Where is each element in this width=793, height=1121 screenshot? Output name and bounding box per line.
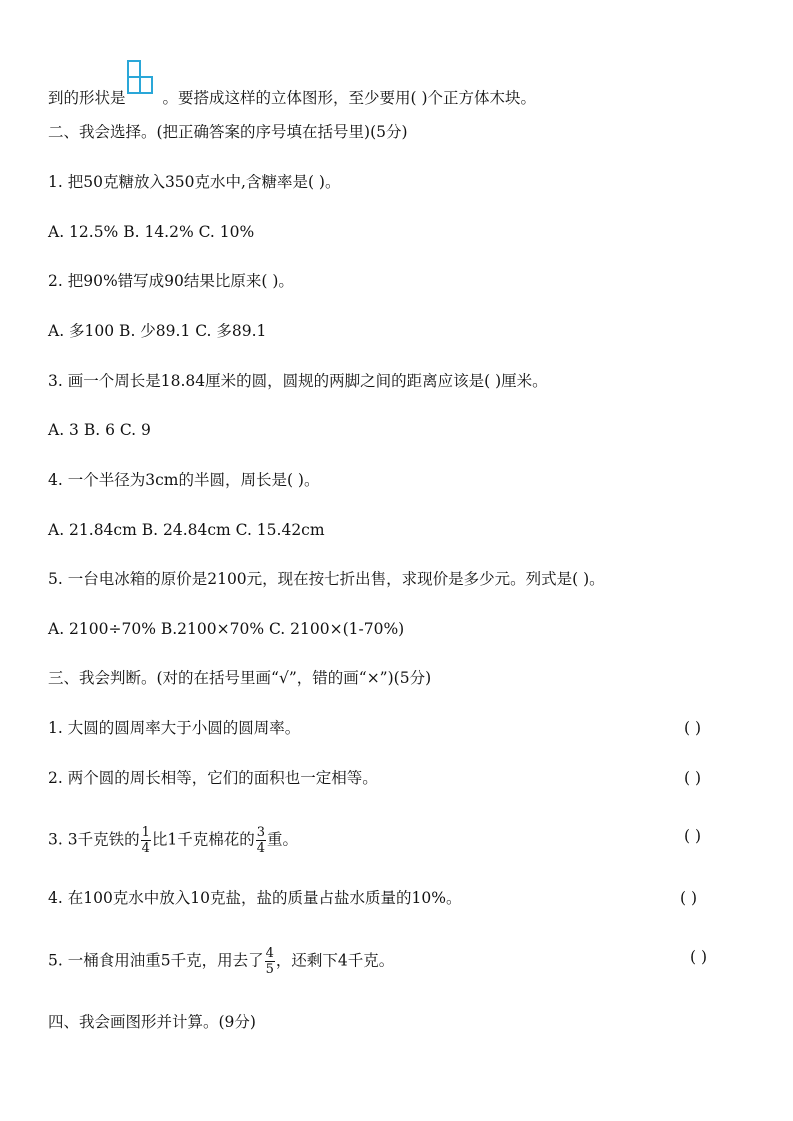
s3-q2-answer-paren[interactable]: ( ) <box>684 769 702 787</box>
fraction-one-quarter <box>141 826 151 855</box>
fraction-denominator: 4 <box>256 841 266 856</box>
s3-q3-text <box>48 826 298 855</box>
s3-q1-text: 1. 大圆的圆周率大于小圆的圆周率。 <box>48 719 301 737</box>
s2-q1-options: A. 12.5% B. 14.2% C. 10% <box>48 223 255 241</box>
s3-q3-part-a: 3. 3千克铁的 <box>48 830 140 849</box>
s3-q3-part-b: 比1千克棉花的 <box>151 830 255 849</box>
s3-q5-part-a: 5. 一桶食用油重5千克，用去了 <box>48 951 264 970</box>
s2-q4-text: 4. 一个半径为3cm的半圆，周长是( )。 <box>48 471 320 489</box>
s3-q5-part-b: ，还剩下4千克。 <box>275 951 395 970</box>
s2-q1-text: 1. 把50克糖放入350克水中,含糖率是( )。 <box>48 173 341 191</box>
s3-q2-text: 2. 两个圆的周长相等，它们的面积也一定相等。 <box>48 769 378 787</box>
s2-q4-options: A. 21.84cm B. 24.84cm C. 15.42cm <box>48 521 325 539</box>
s3-q5-text <box>48 947 394 976</box>
s3-q4-answer-paren[interactable]: ( ) <box>680 889 698 907</box>
fraction-four-fifths <box>265 947 275 976</box>
s3-q5-answer-paren[interactable]: ( ) <box>690 948 708 966</box>
s3-q3-part-c: 重。 <box>267 830 299 849</box>
fraction-three-quarters <box>256 826 266 855</box>
fraction-numerator: 1 <box>141 825 150 840</box>
fraction-denominator: 5 <box>265 962 274 977</box>
fraction-denominator: 4 <box>141 841 150 856</box>
top-question-part2: 。要搭成这样的立体图形，至少要用( )个正方体木块。 <box>162 89 537 107</box>
s2-q5-text: 5. 一台电冰箱的原价是2100元，现在按七折出售，求现价是多少元。列式是( )。 <box>48 570 605 588</box>
s2-q2-text: 2. 把90%错写成90结果比原来( )。 <box>48 272 294 290</box>
section3-heading: 三、我会判断。(对的在括号里画“√”，错的画“×”)(5分) <box>48 669 432 687</box>
top-question-line <box>48 72 536 108</box>
cube-view-shape-icon <box>127 60 161 94</box>
s3-q4-text: 4. 在100克水中放入10克盐，盐的质量占盐水质量的10%。 <box>48 889 462 907</box>
section4-heading: 四、我会画图形并计算。(9分) <box>48 1013 256 1031</box>
s3-q1-answer-paren[interactable]: ( ) <box>684 719 702 737</box>
fraction-numerator: 3 <box>256 825 266 840</box>
s2-q5-options: A. 2100÷70% B.2100×70% C. 2100×(1-70%) <box>48 620 405 638</box>
s2-q3-text: 3. 画一个周长是18.84厘米的圆，圆规的两脚之间的距离应该是( )厘米。 <box>48 372 548 390</box>
fraction-numerator: 4 <box>265 946 274 961</box>
s2-q2-options: A. 多100 B. 少89.1 C. 多89.1 <box>48 322 267 340</box>
top-question-part1: 到的形状是 <box>48 89 126 107</box>
s2-q3-options: A. 3 B. 6 C. 9 <box>48 421 151 439</box>
section2-heading: 二、我会选择。(把正确答案的序号填在括号里)(5分) <box>48 123 408 141</box>
s3-q3-answer-paren[interactable]: ( ) <box>684 827 702 845</box>
